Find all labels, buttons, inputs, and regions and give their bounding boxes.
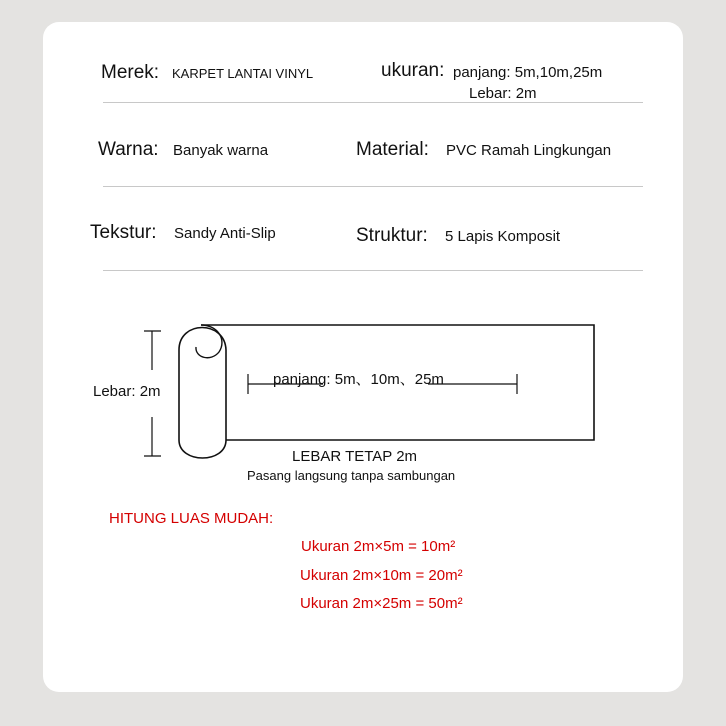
warna-label: Warna:: [98, 139, 159, 160]
calc-line-10m: Ukuran 2m×10m = 20m²: [300, 567, 463, 584]
width-label: Lebar: 2m: [93, 383, 161, 400]
material-label: Material:: [356, 139, 429, 160]
ukuran-label: ukuran:: [381, 60, 445, 81]
spec-card: [43, 22, 683, 692]
length-label: panjang: 5m、10m、25m: [273, 371, 444, 388]
tekstur-value: Sandy Anti-Slip: [174, 225, 276, 242]
warna-value: Banyak warna: [173, 142, 269, 159]
ukuran-value: panjang: 5m,10m,25m: [453, 64, 603, 81]
fixed-width-label: LEBAR TETAP 2m: [292, 448, 418, 465]
merek-label: Merek:: [101, 62, 160, 83]
merek-value: KARPET LANTAI VINYL: [172, 66, 314, 81]
material-value: PVC Ramah Lingkungan: [446, 142, 612, 159]
calc-line-25m: Ukuran 2m×25m = 50m²: [300, 595, 463, 612]
ukuran-value-lebar: Lebar: 2m: [469, 85, 537, 102]
calc-line-5m: Ukuran 2m×5m = 10m²: [301, 538, 456, 555]
struktur-value: 5 Lapis Komposit: [445, 228, 561, 245]
calc-title: HITUNG LUAS MUDAH:: [109, 510, 274, 527]
seamless-note: Pasang langsung tanpa sambungan: [247, 468, 456, 483]
struktur-label: Struktur:: [356, 225, 428, 246]
tekstur-label: Tekstur:: [90, 222, 157, 243]
roll-diagram: [43, 22, 683, 692]
